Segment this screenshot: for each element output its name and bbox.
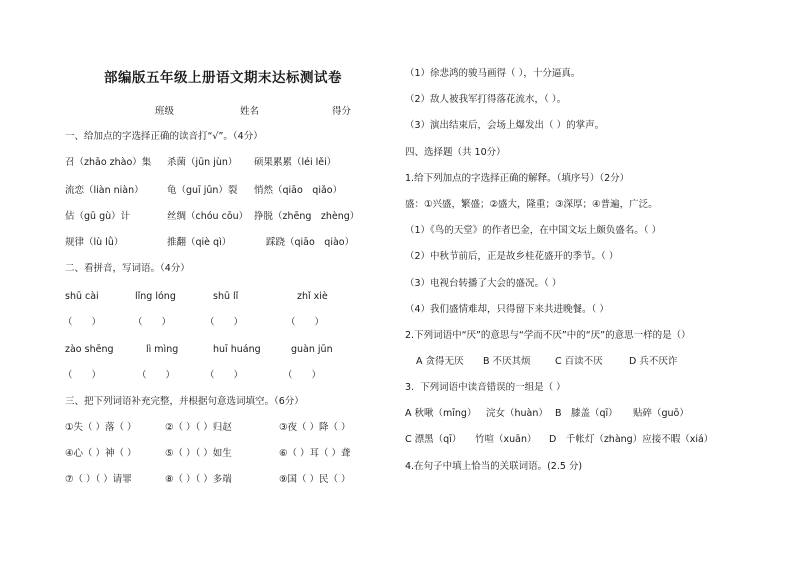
q4-2-option[interactable]: A 贪得无厌 — [416, 356, 464, 367]
q4-1-item: （4）我们盛情难却，只得留下来共进晚餐。（ ） — [405, 304, 609, 315]
q4-4-question: 4.在句子中填上恰当的关联词语。(2.5 分) — [405, 461, 583, 472]
answer-blank[interactable]: （ ） — [205, 317, 244, 328]
score-label: 得分 — [332, 106, 352, 117]
q1-heading: 一、给加点的字选择正确的读音打“√”。（4分） — [65, 131, 263, 142]
q1-item: 挣脱（zhēng zhèng） — [254, 211, 360, 222]
answer-blank[interactable]: （ ） — [133, 317, 172, 328]
q4-1-item: （2）中秋节前后，正是故乡桂花盛开的季节。（ ） — [405, 251, 619, 262]
q2-pinyin: zhǐ xiè — [297, 291, 328, 302]
q3-item: ⑥（ ）耳（ ）聋 — [279, 448, 351, 459]
q2-pinyin: guàn jūn — [291, 344, 333, 355]
q2-pinyin: shū cài — [65, 291, 99, 302]
fill-sentence: （3）演出结束后，会场上爆发出（ ）的掌声。 — [405, 120, 605, 131]
page-title: 部编版五年级上册语文期末达标测试卷 — [104, 70, 342, 86]
q4-1-question: 1.给下列加点的字选择正确的解释。（填序号）（2分） — [405, 173, 630, 184]
q4-3-option[interactable]: B 膝盖（qī） — [555, 408, 618, 419]
q1-item: 杀菌（jūn jùn） — [167, 157, 238, 168]
q4-2-option[interactable]: B 不厌其烦 — [483, 356, 531, 367]
q4-1-item: （3）电视台转播了大会的盛况。（ ） — [405, 278, 562, 289]
q4-3-option[interactable]: A 秋啾（mīng） — [405, 408, 477, 419]
q3-item: ④心（ ）神（ ） — [65, 448, 137, 459]
q4-3-option: 贴碎（guō） — [633, 408, 689, 419]
q4-2-option[interactable]: C 百读不厌 — [555, 356, 603, 367]
q4-2-option[interactable]: D 兵不厌诈 — [629, 356, 678, 367]
answer-blank[interactable]: （ ） — [283, 370, 322, 381]
q3-item: ⑤（ ）（ ）如生 — [165, 448, 232, 459]
q4-3-option[interactable]: C 漂黑（qī） — [405, 434, 462, 445]
fill-sentence: （1）徐悲鸿的骏马画得（ ），十分逼真。 — [405, 68, 581, 79]
q2-pinyin: huī huáng — [213, 344, 261, 355]
q2-pinyin: lì mìng — [146, 344, 179, 355]
q1-item: 硕果累累（léi lěi） — [254, 157, 337, 168]
q2-pinyin: shū lǐ — [213, 291, 239, 302]
q1-item: 悄然（qiāo qiǎo） — [254, 185, 343, 196]
answer-blank[interactable]: （ ） — [137, 370, 176, 381]
q1-item: 龟（guī jūn）裂 — [167, 185, 238, 196]
q4-1-definition: 盛：①兴盛，繁盛；②盛大，隆重；③深厚；④普遍，广泛。 — [405, 199, 658, 210]
q4-heading: 四、选择题（共 10分） — [405, 147, 506, 158]
q2-pinyin: zào shēng — [65, 344, 114, 355]
answer-blank[interactable]: （ ） — [63, 317, 102, 328]
q1-item: 规律（lù lǜ） — [65, 237, 124, 248]
q1-item: 丝绸（chóu cōu） — [167, 211, 249, 222]
q4-3-option: 浣女（huàn） — [486, 408, 548, 419]
q3-item: ⑧（ ）（ ）多端 — [165, 474, 232, 485]
q1-item: 流恋（liàn niàn） — [65, 185, 144, 196]
answer-blank[interactable]: （ ） — [286, 317, 325, 328]
q3-item: ②（ ）（ ）归赵 — [165, 422, 232, 433]
q1-item: 召（zhāo zhào）集 — [65, 157, 152, 168]
q2-pinyin: lǐng lóng — [135, 291, 176, 302]
q3-item: ③夜（ ）降（ ） — [279, 422, 351, 433]
q3-item: ①失（ ）落（ ） — [65, 422, 137, 433]
q2-heading: 二、看拼音，写词语。（4分） — [65, 263, 190, 274]
q3-item: ⑦（ ）（ ）请罪 — [65, 474, 132, 485]
q3-heading: 三、把下列词语补充完整，并根据句意选词填空。（6分） — [65, 396, 304, 407]
q4-3-option[interactable]: D 千帐灯（zhàng）应接不暇（xiá） — [549, 434, 714, 445]
answer-blank[interactable]: （ ） — [63, 370, 102, 381]
q4-2-question: 2.下列词语中“厌”的意思与“学而不厌”中的“厌”的意思一样的是（） — [405, 330, 691, 341]
answer-blank[interactable]: （ ） — [205, 370, 244, 381]
q1-item: 推翻（qiè qì） — [167, 237, 232, 248]
q4-3-option: 竹喧（xuān） — [475, 434, 537, 445]
fill-sentence: （2）敌人被我军打得落花流水，（ ）。 — [405, 94, 567, 105]
name-label: 姓名 — [240, 106, 260, 117]
class-label: 班级 — [155, 106, 175, 117]
q3-item: ⑨国（ ）民（ ） — [279, 474, 351, 485]
q4-1-item: （1）《鸟的天堂》的作者巴金，在中国文坛上颇负盛名。（ ） — [405, 225, 662, 236]
q4-3-question: 3. 下列词语中读音错误的一组是（ ） — [405, 382, 566, 393]
q1-item: 踩跷（qiāo qiào） — [266, 237, 355, 248]
q1-item: 估（gū gù）计 — [65, 211, 131, 222]
